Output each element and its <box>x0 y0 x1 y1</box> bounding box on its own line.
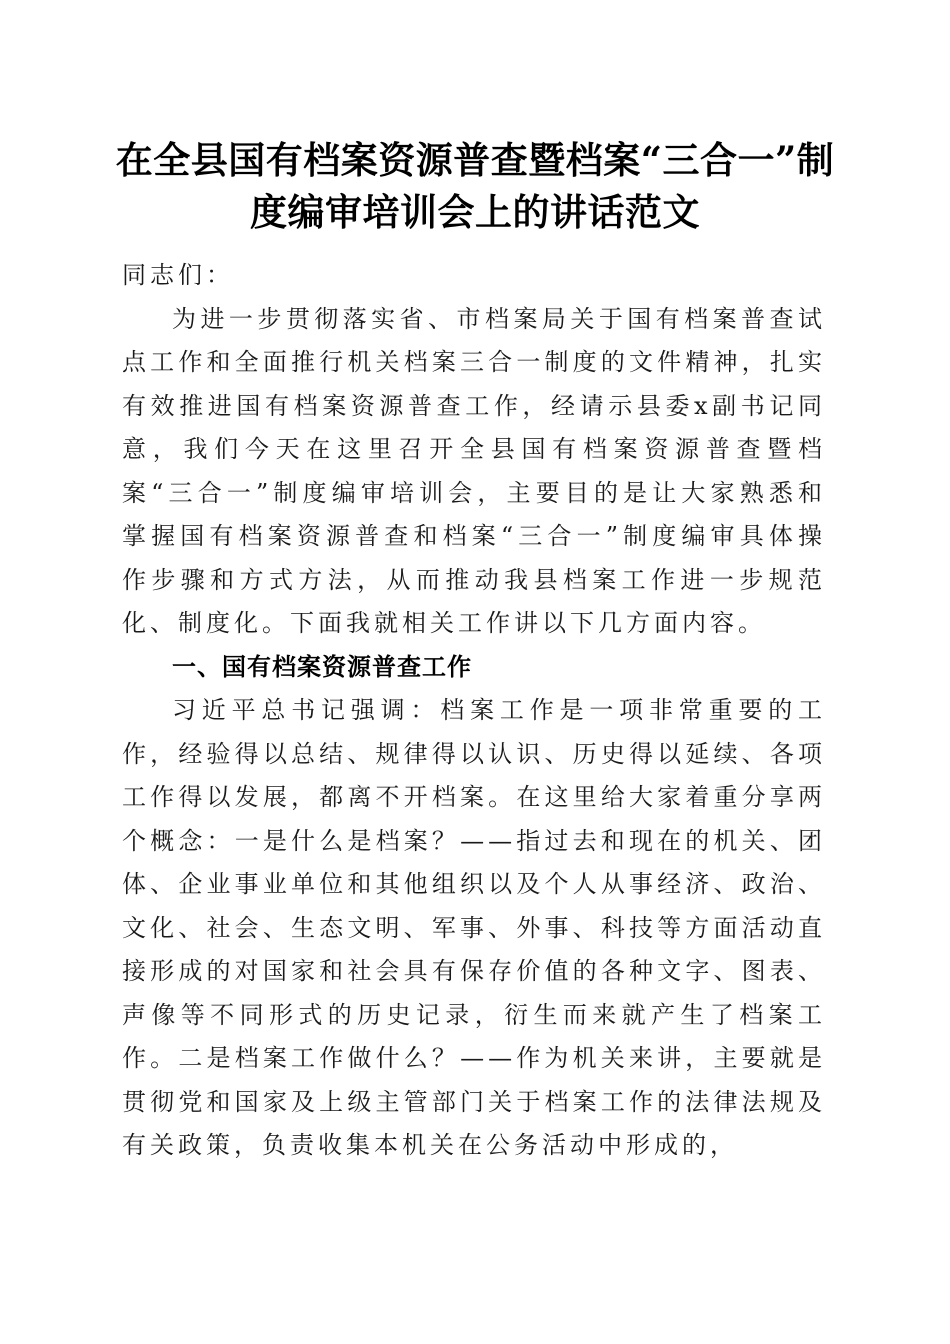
document-title: 在全县国有档案资源普查暨档案“三合一”制度编审培训会上的讲话范文 <box>115 138 835 234</box>
paragraph-intro: 为进一步贯彻落实省、市档案局关于国有档案普查试点工作和全面推行机关档案三合一制度的文件精神，扎实有效推进国有档案资源普查工作，经请示县委x副书记同意，我们今天在这里召开全县国有档案资源普查暨档案“三合一”制度编审培训会，主要目的是让大家熟悉和掌握国有档案资源普查和档案“三合一”制度编审具体操作步骤和方式方法，从而推动我县档案工作进一步规范化、制度化。下面我就相关工作讲以下几方面内容。 <box>122 304 826 637</box>
document-body <box>122 254 826 1168</box>
section-heading: 一、国有档案资源普查工作 <box>172 652 472 681</box>
paragraph-section-1: 习近平总书记强调：档案工作是一项非常重要的工作，经验得以总结、规律得以认识、历史得以延续、各项工作得以发展，都离不开档案。在这里给大家着重分享两个概念：一是什么是档案？——指过去和现在的机关、团体、企业事业单位和其他组织以及个人从事经济、政治、文化、社会、生态文明、军事、外事、科技等方面活动直接形成的对国家和社会具有保存价值的各种文字、图表、声像等不同形式的历史记录，衍生而来就产生了档案工作。二是档案工作做什么？——作为机关来讲，主要就是贯彻党和国家及上级主管部门关于档案工作的法律法规及有关政策，负责收集本机关在公务活动中形成的， <box>122 696 826 1159</box>
salutation: 同志们： <box>122 261 234 289</box>
